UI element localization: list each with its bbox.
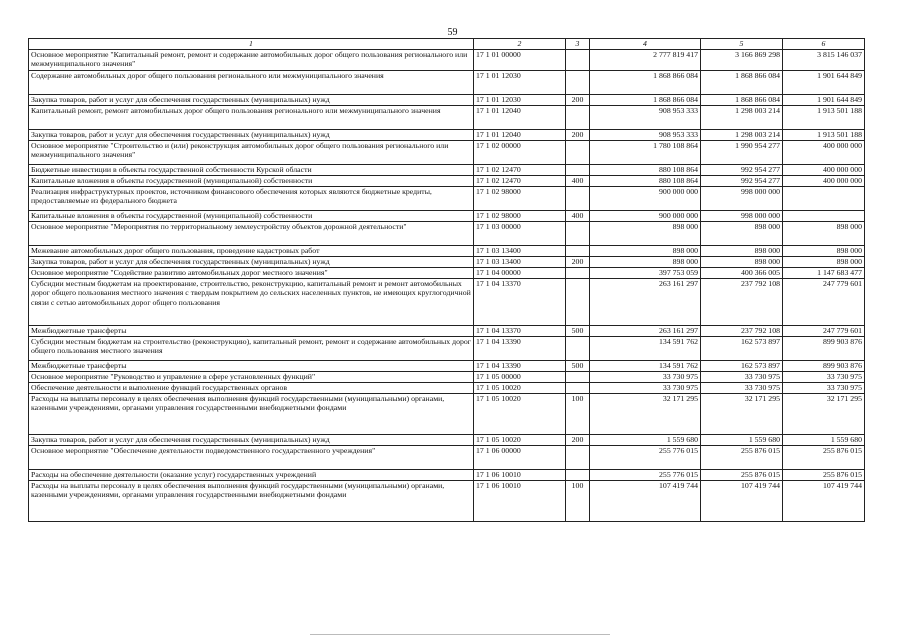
table-row	[29, 382, 865, 393]
row-code: 17 1 03 13400	[474, 256, 566, 267]
row-amount-col4: 2 777 819 417	[590, 49, 701, 70]
row-amount-col4: 880 108 864	[590, 164, 701, 175]
table-row	[29, 105, 865, 129]
row-code: 17 1 01 12040	[474, 105, 566, 129]
row-amount-col6	[783, 186, 865, 210]
row-amount-col4: 397 753 059	[590, 267, 701, 278]
row-amount-col4: 263 161 297	[590, 278, 701, 325]
row-amount-col6: 255 876 015	[783, 469, 865, 480]
row-amount-col5: 1 868 866 084	[701, 94, 783, 105]
row-expense-type	[566, 164, 590, 175]
row-amount-col4: 1 868 866 084	[590, 70, 701, 94]
row-amount-col6	[783, 210, 865, 221]
row-code: 17 1 04 00000	[474, 267, 566, 278]
row-amount-col5: 898 000	[701, 256, 783, 267]
row-amount-col6: 1 901 644 849	[783, 70, 865, 94]
row-amount-col5: 255 876 015	[701, 445, 783, 469]
row-code: 17 1 02 98000	[474, 210, 566, 221]
row-code: 17 1 01 12040	[474, 129, 566, 140]
row-amount-col6: 247 779 601	[783, 325, 865, 336]
row-amount-col5: 998 000 000	[701, 186, 783, 210]
row-code: 17 1 02 12470	[474, 164, 566, 175]
row-expense-type	[566, 371, 590, 382]
header-col-6: 6	[783, 39, 865, 50]
row-amount-col6: 400 000 000	[783, 140, 865, 164]
row-amount-col6: 898 000	[783, 245, 865, 256]
header-col-4: 4	[590, 39, 701, 50]
row-amount-col5: 1 298 003 214	[701, 129, 783, 140]
table-row	[29, 49, 865, 70]
row-name: Основное мероприятие "Строительство и (или) реконструкция автомобильных дорог общего пользования регионального или межмуниципального значения"	[29, 140, 474, 164]
row-code: 17 1 03 00000	[474, 221, 566, 245]
table-row	[29, 325, 865, 336]
row-amount-col5: 162 573 897	[701, 336, 783, 360]
row-code: 17 1 04 13390	[474, 336, 566, 360]
row-amount-col4: 900 000 000	[590, 186, 701, 210]
table-row	[29, 94, 865, 105]
row-amount-col4: 898 000	[590, 256, 701, 267]
table-row	[29, 360, 865, 371]
table-row	[29, 371, 865, 382]
table-row	[29, 129, 865, 140]
row-amount-col4: 898 000	[590, 221, 701, 245]
row-code: 17 1 06 10010	[474, 469, 566, 480]
row-code: 17 1 01 12030	[474, 70, 566, 94]
row-expense-type: 100	[566, 393, 590, 434]
row-name: Основное мероприятие "Руководство и управление в сфере установленных функций"	[29, 371, 474, 382]
row-amount-col6: 247 779 601	[783, 278, 865, 325]
header-row	[29, 39, 865, 50]
row-amount-col4: 255 776 015	[590, 445, 701, 469]
row-amount-col6: 898 000	[783, 256, 865, 267]
row-amount-col6: 33 730 975	[783, 371, 865, 382]
row-name: Субсидии местным бюджетам на строительство (реконструкцию), капитальный ремонт, ремонт и содержание автомобильных дорог общего пользования местного значения	[29, 336, 474, 360]
row-amount-col6: 1 147 683 477	[783, 267, 865, 278]
table-row	[29, 393, 865, 434]
row-code: 17 1 04 13370	[474, 325, 566, 336]
row-code: 17 1 05 10020	[474, 382, 566, 393]
row-name: Капитальный ремонт, ремонт автомобильных дорог общего пользования регионального или межмуниципального значения	[29, 105, 474, 129]
row-amount-col5: 1 298 003 214	[701, 105, 783, 129]
row-expense-type: 400	[566, 175, 590, 186]
row-expense-type	[566, 245, 590, 256]
page-number: 59	[447, 27, 458, 38]
row-amount-col6: 33 730 975	[783, 382, 865, 393]
row-name: Расходы на обеспечение деятельности (оказание услуг) государственных учреждений	[29, 469, 474, 480]
row-amount-col5: 255 876 015	[701, 469, 783, 480]
row-code: 17 1 03 13400	[474, 245, 566, 256]
row-expense-type	[566, 278, 590, 325]
table-row	[29, 256, 865, 267]
row-amount-col6: 400 000 000	[783, 164, 865, 175]
row-name: Субсидии местным бюджетам на проектирование, строительство, реконструкцию, капитальный ремонт и ремонт автомобильных дорог общего пользования местного значения с твердым покрытием до сельских населенных пунктов, не имеющих круглогодичной связи с сетью автомобильных дорог общего пользования	[29, 278, 474, 325]
row-code: 17 1 06 10010	[474, 480, 566, 521]
row-name: Закупка товаров, работ и услуг для обеспечения государственных (муниципальных) нужд	[29, 256, 474, 267]
row-expense-type: 500	[566, 360, 590, 371]
row-expense-type	[566, 49, 590, 70]
row-amount-col6: 400 000 000	[783, 175, 865, 186]
row-amount-col4: 33 730 975	[590, 371, 701, 382]
row-amount-col4: 134 591 762	[590, 360, 701, 371]
row-name: Основное мероприятие "Обеспечение деятельности подведомственного государственного учреждения"	[29, 445, 474, 469]
row-name: Расходы на выплаты персоналу в целях обеспечения выполнения функций государственными (муниципальными) органами, казенными учреждениями, органами управления государственными внебюджетными фондами	[29, 480, 474, 521]
bottom-divider	[310, 634, 610, 635]
row-code: 17 1 02 12470	[474, 175, 566, 186]
table-row	[29, 445, 865, 469]
row-amount-col4: 33 730 975	[590, 382, 701, 393]
row-amount-col6: 255 876 015	[783, 445, 865, 469]
row-expense-type	[566, 267, 590, 278]
row-code: 17 1 02 98000	[474, 186, 566, 210]
row-amount-col4: 134 591 762	[590, 336, 701, 360]
row-expense-type: 200	[566, 129, 590, 140]
row-name: Капитальные вложения в объекты государственной (муниципальной) собственности	[29, 175, 474, 186]
row-amount-col4: 1 559 680	[590, 434, 701, 445]
table-row	[29, 434, 865, 445]
row-name: Бюджетные инвестиции в объекты государственной собственности Курской области	[29, 164, 474, 175]
row-name: Расходы на выплаты персоналу в целях обеспечения выполнения функций государственными (муниципальными) органами, казенными учреждениями, органами управления государственными внебюджетными фондами	[29, 393, 474, 434]
row-amount-col5: 1 868 866 084	[701, 70, 783, 94]
row-amount-col4: 32 171 295	[590, 393, 701, 434]
row-amount-col5: 898 000	[701, 245, 783, 256]
row-amount-col5: 237 792 108	[701, 278, 783, 325]
header-col-3: 3	[566, 39, 590, 50]
row-expense-type: 500	[566, 325, 590, 336]
row-amount-col5: 33 730 975	[701, 371, 783, 382]
row-expense-type	[566, 140, 590, 164]
table-row	[29, 336, 865, 360]
row-expense-type	[566, 105, 590, 129]
row-amount-col5: 998 000 000	[701, 210, 783, 221]
header-col-2: 2	[474, 39, 566, 50]
table-row	[29, 140, 865, 164]
row-amount-col5: 1 990 954 277	[701, 140, 783, 164]
row-name: Межбюджетные трансферты	[29, 325, 474, 336]
row-amount-col6: 107 419 744	[783, 480, 865, 521]
row-amount-col6: 899 903 876	[783, 360, 865, 371]
row-amount-col5: 3 166 869 298	[701, 49, 783, 70]
row-amount-col5: 237 792 108	[701, 325, 783, 336]
row-amount-col5: 400 366 005	[701, 267, 783, 278]
row-amount-col6: 1 901 644 849	[783, 94, 865, 105]
table-row	[29, 245, 865, 256]
row-code: 17 1 04 13370	[474, 278, 566, 325]
row-code: 17 1 05 10020	[474, 393, 566, 434]
row-code: 17 1 05 10020	[474, 434, 566, 445]
row-amount-col4: 1 780 108 864	[590, 140, 701, 164]
row-name: Основное мероприятие "Содействие развитию автомобильных дорог местного значения"	[29, 267, 474, 278]
row-name: Капитальные вложения в объекты государственной (муниципальной) собственности	[29, 210, 474, 221]
row-expense-type	[566, 445, 590, 469]
row-name: Основное мероприятие "Капитальный ремонт, ремонт и содержание автомобильных дорог общего пользования регионального или межмуниципального значения"	[29, 49, 474, 70]
row-expense-type	[566, 221, 590, 245]
header-col-5: 5	[701, 39, 783, 50]
row-amount-col6: 3 815 146 037	[783, 49, 865, 70]
row-expense-type: 200	[566, 434, 590, 445]
row-amount-col4: 255 776 015	[590, 469, 701, 480]
table-row	[29, 278, 865, 325]
row-amount-col4: 880 108 864	[590, 175, 701, 186]
row-amount-col5: 898 000	[701, 221, 783, 245]
row-expense-type	[566, 469, 590, 480]
row-amount-col5: 992 954 277	[701, 164, 783, 175]
header-col-1: 1	[29, 39, 474, 50]
row-expense-type	[566, 186, 590, 210]
row-amount-col4: 263 161 297	[590, 325, 701, 336]
row-amount-col4: 908 953 333	[590, 129, 701, 140]
row-expense-type: 400	[566, 210, 590, 221]
table-row	[29, 480, 865, 521]
row-amount-col5: 32 171 295	[701, 393, 783, 434]
row-code: 17 1 01 00000	[474, 49, 566, 70]
table-row	[29, 267, 865, 278]
row-name: Содержание автомобильных дорог общего пользования регионального или межмуниципального значения	[29, 70, 474, 94]
row-name: Обеспечение деятельности и выполнение функций государственных органов	[29, 382, 474, 393]
row-name: Реализация инфраструктурных проектов, источником финансового обеспечения которых являются бюджетные кредиты, предоставляемые из федерального бюджета	[29, 186, 474, 210]
row-code: 17 1 04 13390	[474, 360, 566, 371]
row-name: Закупка товаров, работ и услуг для обеспечения государственных (муниципальных) нужд	[29, 434, 474, 445]
row-amount-col6: 898 000	[783, 221, 865, 245]
row-name: Основное мероприятие "Мероприятия по территориальному землеустройству объектов дорожной деятельности"	[29, 221, 474, 245]
row-amount-col4: 908 953 333	[590, 105, 701, 129]
row-amount-col4: 900 000 000	[590, 210, 701, 221]
row-name: Закупка товаров, работ и услуг для обеспечения государственных (муниципальных) нужд	[29, 129, 474, 140]
row-expense-type: 100	[566, 480, 590, 521]
row-amount-col6: 32 171 295	[783, 393, 865, 434]
table-row	[29, 175, 865, 186]
table-row	[29, 70, 865, 94]
row-expense-type	[566, 382, 590, 393]
row-amount-col4: 107 419 744	[590, 480, 701, 521]
row-expense-type: 200	[566, 94, 590, 105]
row-amount-col5: 107 419 744	[701, 480, 783, 521]
row-amount-col6: 1 913 501 188	[783, 129, 865, 140]
row-name: Межевание автомобильных дорог общего пользования, проведение кадастровых работ	[29, 245, 474, 256]
row-name: Закупка товаров, работ и услуг для обеспечения государственных (муниципальных) нужд	[29, 94, 474, 105]
row-code: 17 1 02 00000	[474, 140, 566, 164]
table-row	[29, 469, 865, 480]
table-row	[29, 210, 865, 221]
row-amount-col5: 992 954 277	[701, 175, 783, 186]
row-amount-col5: 1 559 680	[701, 434, 783, 445]
row-code: 17 1 01 12030	[474, 94, 566, 105]
row-amount-col6: 1 559 680	[783, 434, 865, 445]
row-amount-col6: 1 913 501 188	[783, 105, 865, 129]
row-code: 17 1 06 00000	[474, 445, 566, 469]
row-amount-col4: 898 000	[590, 245, 701, 256]
row-amount-col6: 899 903 876	[783, 336, 865, 360]
table-row	[29, 164, 865, 175]
budget-table	[28, 38, 865, 522]
row-name: Межбюджетные трансферты	[29, 360, 474, 371]
row-amount-col5: 33 730 975	[701, 382, 783, 393]
row-code: 17 1 05 00000	[474, 371, 566, 382]
row-expense-type	[566, 70, 590, 94]
row-amount-col5: 162 573 897	[701, 360, 783, 371]
table-row	[29, 186, 865, 210]
row-expense-type: 200	[566, 256, 590, 267]
row-amount-col4: 1 868 866 084	[590, 94, 701, 105]
row-expense-type	[566, 336, 590, 360]
table-row	[29, 221, 865, 245]
